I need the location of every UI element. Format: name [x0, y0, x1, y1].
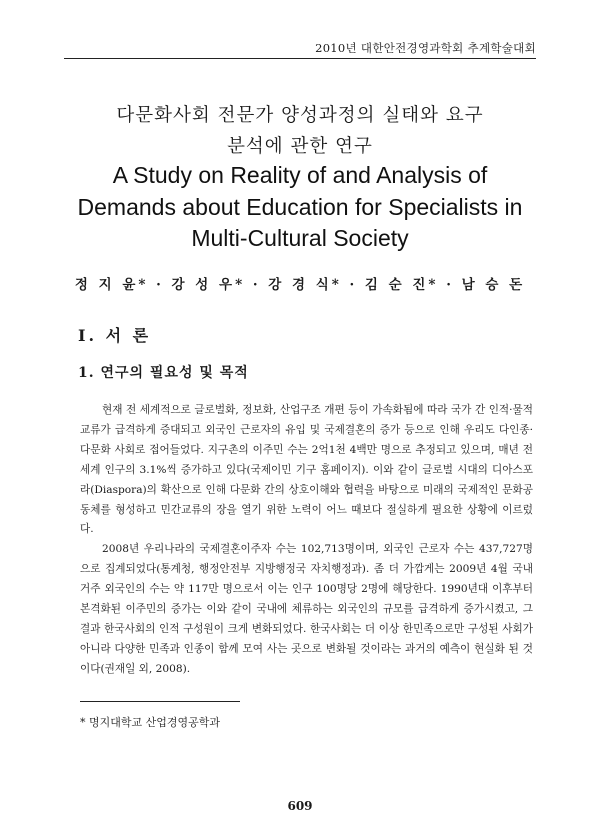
english-title — [0, 160, 600, 255]
paragraph-1: 현재 전 세계적으로 글로벌화, 정보화, 산업구조 개편 등이 가속화됨에 따라 국가 간 인적·물적 교류가 급격하게 증대되고 외국인 근로자의 유입 및 국제결혼의 증가 등으로 인해 우리도 다인종·다문화 사회로 접어들었다. 지구촌의 이주민 수는 2억1천 4백만 명으로 추정되고 있으며, 매년 전 세계 인구의 3.1%씩 증가하고 있다(국제이민 기구 홈페이지). 이와 같이 글로벌 시대의 디아스포라(Diaspora)의 확산으로 인해 다문화 간의 상호이해와 협력을 바탕으로 미래의 국제적인 문화공동체를 형성하고 민간교류의 장을 열기 위한 노력이 어느 때보다 절실하게 필요한 상황에 이르렀다. — [80, 404, 533, 536]
korean-title-line-1: 다문화사회 전문가 양성과정의 실태와 요구 — [116, 105, 484, 126]
korean-title — [0, 100, 600, 162]
page-number: 609 — [287, 799, 313, 813]
author-list: 정 지 윤* · 강 성 우* · 강 경 식* · 김 순 진* · 남 승 돈 — [74, 277, 526, 293]
section-heading: Ⅰ. 서 론 — [78, 326, 152, 345]
korean-title-line-2: 분석에 관한 연구 — [227, 136, 373, 157]
english-title-line-1: A Study on Reality of and Analysis of — [112, 162, 488, 188]
footnote: * 명지대학교 산업경영공학과 — [80, 716, 221, 729]
footnote-rule — [80, 701, 240, 702]
header-rule — [64, 58, 536, 59]
body-text — [80, 401, 533, 680]
subsection-heading: 1. 연구의 필요성 및 목적 — [78, 365, 249, 381]
english-title-line-3: Multi-Cultural Society — [191, 225, 409, 251]
running-header: 2010년 대한안전경영과학회 추계학술대회 — [315, 41, 536, 55]
english-title-line-2: Demands about Education for Specialists in — [77, 193, 523, 220]
paragraph-2: 2008년 우리나라의 국제결혼이주자 수는 102,713명이며, 외국인 근로자 수는 437,727명으로 집계되었다(통계청, 행정안전부 지방행정국 자치행정과). 좀 더 가깝게는 2009년 4월 국내 거주 외국인의 수는 약 117만 명으로서 이는 인구 100명당 2명에 해당한다. 1990년대 이후부터 본격화된 이주민의 증가는 이와 같이 국내에 체류하는 외국인의 규모를 급격하게 증가시켰고, 그 결과 한국사회의 인적 구성원이 크게 변화되었다. 한국사회는 더 이상 한민족으로만 구성된 사회가 아니라 다양한 민족과 인종이 함께 모여 사는 곳으로 변화될 것이라는 과거의 예측이 현실화 된 것이다(권재일 외, 2008). — [80, 543, 533, 675]
